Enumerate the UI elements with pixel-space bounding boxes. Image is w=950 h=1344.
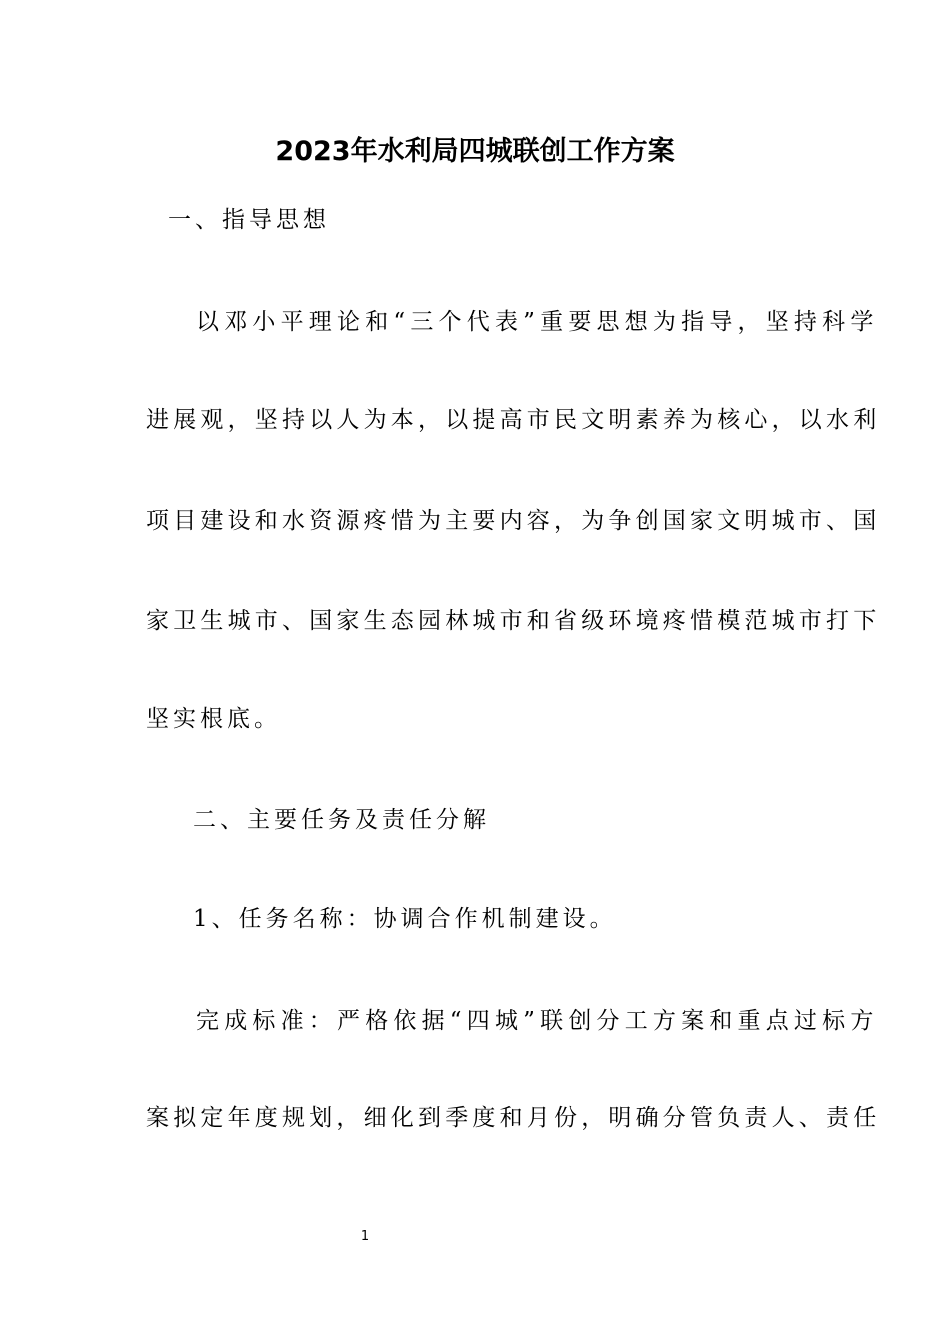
paragraph-line: 案拟定年度规划，细化到季度和月份，明确分管负责人、责任 [146, 1105, 881, 1131]
paragraph-line: 以邓小平理论和“三个代表”重要思想为指导，坚持科学 [196, 309, 879, 335]
task-item: 1、任务名称：协调合作机制建设。 [193, 906, 617, 932]
paragraph-line: 坚实根底。 [146, 706, 281, 732]
paragraph-line: 进展观，坚持以人为本，以提高市民文明素养为核心，以水利 [146, 407, 881, 433]
paragraph-line: 项目建设和水资源疼惜为主要内容，为争创国家文明城市、国 [146, 508, 881, 534]
page-number: 1 [360, 1229, 370, 1244]
paragraph-line: 完成标准：严格依据“四城”联创分工方案和重点过标方 [196, 1008, 879, 1034]
section-heading-main-tasks: 二、主要任务及责任分解 [193, 807, 490, 833]
section-heading-guiding-ideology: 一、指导思想 [168, 207, 330, 233]
document-title: 2023年水利局四城联创工作方案 [275, 136, 675, 167]
paragraph-line: 家卫生城市、国家生态园林城市和省级环境疼惜模范城市打下 [146, 608, 881, 634]
